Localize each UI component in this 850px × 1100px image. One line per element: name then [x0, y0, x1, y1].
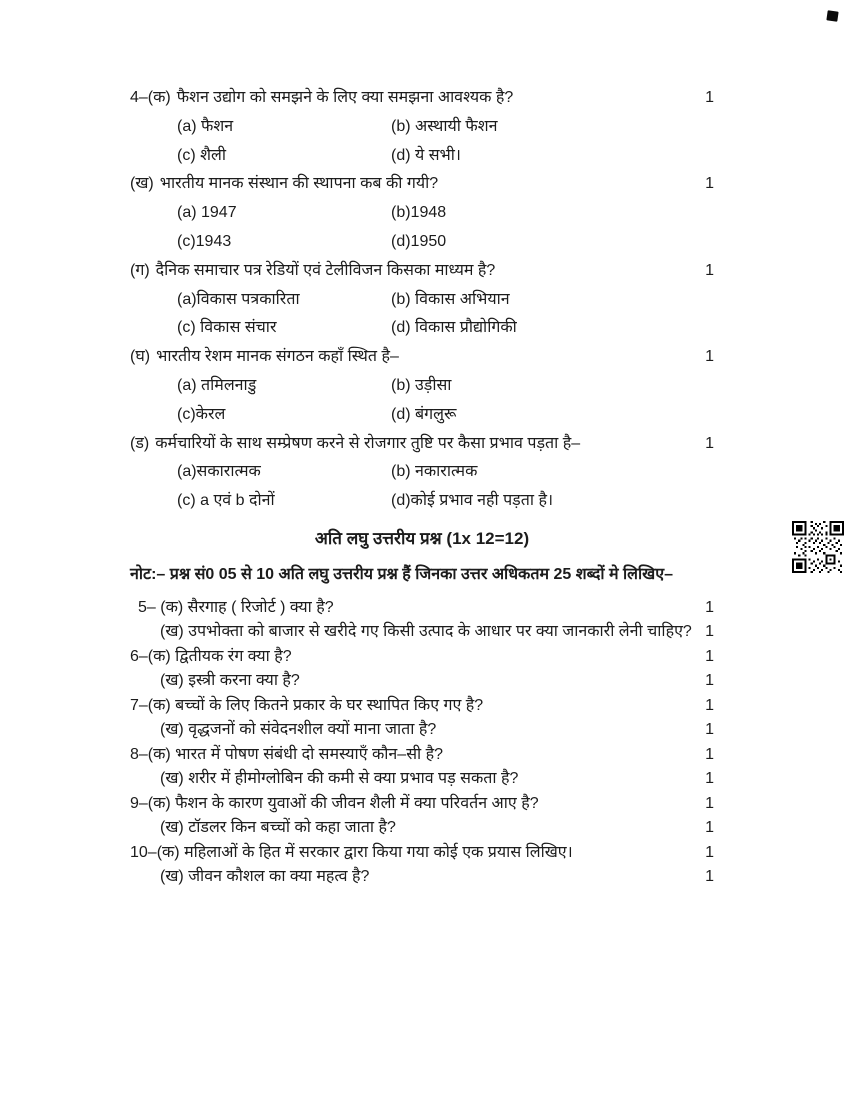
short-question-7a	[130, 696, 714, 716]
question-label: 4–(क)	[130, 89, 171, 106]
question-line	[130, 434, 714, 455]
question-text: (ख) शरीर में हीमोग्लोबिन की कमी से क्या प्रभाव पड़ सकता है?	[160, 770, 519, 788]
options-row	[130, 491, 714, 512]
question-text: 5– (क) सैरगाह ( रिजोर्ट ) क्या है?	[138, 598, 334, 616]
short-question-8a	[130, 745, 714, 765]
marks-value: 1	[705, 794, 714, 812]
option-d: (d) ये सभी।	[391, 146, 461, 164]
question-body: भारतीय रेशम मानक संगठन कहाँ स्थित है–	[156, 348, 399, 366]
question-text: (ख) उपभोक्ता को बाजार से खरीदे गए किसी उत्पाद के आधार पर क्या जानकारी लेनी चाहिए?	[160, 623, 692, 641]
question-text	[130, 347, 698, 368]
marks-value: 1	[705, 598, 714, 616]
short-question-5a	[130, 598, 714, 618]
question-text: 7–(क) बच्चों के लिए कितने प्रकार के घर स्थापित किए गए है?	[130, 696, 484, 714]
option-c: (c) शैली	[177, 146, 226, 164]
option-b: (b)1948	[391, 204, 447, 222]
marks-value: 1	[705, 819, 714, 837]
short-question-7b	[130, 720, 714, 740]
short-question-9a	[130, 794, 714, 814]
options-row	[130, 290, 714, 311]
short-question-9b	[130, 818, 714, 838]
options-row	[130, 146, 714, 167]
scan-ink-mark	[826, 10, 838, 21]
question-text	[130, 434, 698, 455]
question-body: भारतीय मानक संस्थान की स्थापना कब की गयी?	[159, 175, 439, 193]
section-heading: अति लघु उत्तरीय प्रश्न (1x 12=12)	[314, 528, 530, 548]
options-row	[130, 203, 714, 224]
qr-code-icon	[792, 521, 844, 573]
question-text: (ख) टॉडलर किन बच्चों को कहा जाता है?	[160, 819, 396, 837]
option-c: (c) विकास संचार	[177, 319, 277, 337]
marks-value: 1	[705, 721, 714, 739]
short-question-5b	[130, 622, 714, 642]
option-d: (d) विकास प्रौद्योगिकी	[391, 319, 517, 337]
option-b: (b) अस्थायी फैशन	[391, 117, 498, 135]
question-label: (ग)	[130, 261, 150, 279]
options-row	[130, 318, 714, 339]
options-row	[130, 405, 714, 426]
mcq-block-4a	[130, 88, 714, 166]
question-text: (ख) वृद्धजनों को संवेदनशील क्यों माना जाता है?	[160, 721, 437, 739]
question-text: 9–(क) फैशन के कारण युवाओं की जीवन शैली में क्या परिवर्तन आए है?	[130, 794, 539, 812]
marks-value: 1	[705, 623, 714, 641]
option-d: (d)कोई प्रभाव नही पड़ता है।	[391, 492, 554, 510]
question-label: (घ)	[130, 348, 151, 366]
option-a: (a)सकारात्मक	[177, 463, 261, 481]
marks-value: 1	[705, 745, 714, 763]
mcq-block-4e	[130, 434, 714, 512]
marks-value: 1	[705, 843, 714, 861]
option-b: (b) उड़ीसा	[391, 376, 452, 394]
marks-value: 1	[705, 672, 714, 690]
short-question-10b	[130, 867, 714, 887]
short-question-8b	[130, 769, 714, 789]
marks-value: 1	[705, 261, 714, 279]
short-question-10a	[130, 843, 714, 863]
question-line	[130, 88, 714, 109]
marks-value: 1	[705, 647, 714, 665]
option-a: (a)विकास पत्रकारिता	[177, 290, 300, 308]
option-c: (c)केरल	[177, 405, 226, 423]
mcq-block-4d	[130, 347, 714, 425]
marks-value: 1	[705, 89, 714, 106]
marks-value: 1	[705, 868, 714, 885]
question-body: दैनिक समाचार पत्र रेडियों एवं टेलीविजन किसका माध्यम है?	[155, 261, 496, 279]
marks-value: 1	[705, 434, 714, 452]
question-label: (ख)	[130, 175, 154, 193]
option-c: (c)1943	[177, 232, 232, 250]
options-row	[130, 376, 714, 397]
question-line	[130, 347, 714, 368]
question-text: (ख) इस्त्री करना क्या है?	[160, 672, 300, 690]
question-text	[130, 174, 698, 195]
question-text	[130, 88, 698, 109]
question-body: फैशन उद्योग को समझने के लिए क्या समझना आवश्यक है?	[176, 89, 514, 106]
mcq-block-4b	[130, 174, 714, 252]
question-line	[130, 174, 714, 195]
option-d: (d) बंगलुरू	[391, 405, 457, 423]
section-note: नोट:– प्रश्न सं0 05 से 10 अति लघु उत्तरीय प्रश्न हैं जिनका उत्तर अधिकतम 25 शब्दों मे लिखिए–	[130, 566, 673, 584]
short-question-6b	[130, 671, 714, 691]
marks-value: 1	[705, 770, 714, 788]
option-a: (a) फैशन	[177, 117, 234, 135]
question-text: (ख) जीवन कौशल का क्या महत्व है?	[160, 868, 370, 885]
option-b: (b) नकारात्मक	[391, 463, 478, 481]
marks-value: 1	[705, 696, 714, 714]
option-a: (a) तमिलनाडु	[177, 376, 257, 394]
question-line	[130, 261, 714, 282]
options-row	[130, 117, 714, 138]
option-b: (b) विकास अभियान	[391, 290, 510, 308]
options-row	[130, 232, 714, 253]
question-text	[130, 261, 698, 282]
option-d: (d)1950	[391, 232, 447, 250]
mcq-block-4c	[130, 261, 714, 339]
question-text: 8–(क) भारत में पोषण संबंधी दो समस्याएँ कौन–सी है?	[130, 745, 443, 763]
question-body: कर्मचारियों के साथ सम्प्रेषण करने से रोजगार तुष्टि पर कैसा प्रभाव पड़ता है–	[155, 434, 581, 452]
question-label: (ड)	[130, 434, 150, 452]
options-row	[130, 462, 714, 483]
question-text: 10–(क) महिलाओं के हित में सरकार द्वारा किया गया कोई एक प्रयास लिखिए।	[130, 843, 573, 861]
question-text: 6–(क) द्वितीयक रंग क्या है?	[130, 647, 292, 665]
option-a: (a) 1947	[177, 204, 237, 222]
marks-value: 1	[705, 175, 714, 193]
exam-page	[130, 88, 714, 891]
marks-value: 1	[705, 348, 714, 366]
option-c: (c) a एवं b दोनों	[177, 492, 275, 510]
short-question-6a	[130, 647, 714, 667]
